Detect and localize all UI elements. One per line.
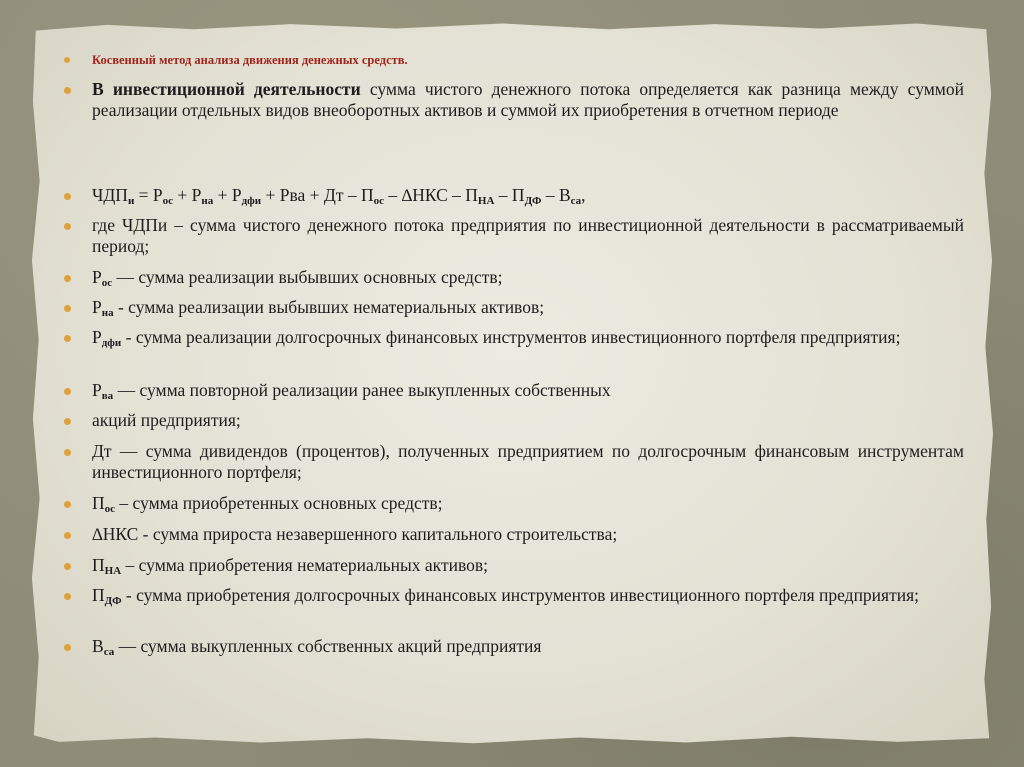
formula-subscript: ос (162, 195, 174, 207)
def-subscript: ва (101, 390, 114, 402)
definition-dt: Дт — сумма дивидендов (процентов), полученных предприятием по долгосрочным финансовым инструментам инвестиционного портфеля; (92, 441, 964, 482)
def-text: — сумма выкупленных собственных акций предприятия (114, 636, 542, 656)
def-symbol: П (92, 555, 105, 575)
def-symbol: Р (92, 380, 102, 400)
def-symbol: Р (92, 297, 102, 317)
def-text: - сумма приобретения долгосрочных финансовых инструментов инвестиционного портфеля предприятия; (121, 585, 920, 605)
definition-pdf (92, 585, 964, 612)
formula-line (92, 185, 964, 212)
definition-chdpi: где ЧДПи – сумма чистого денежного потока предприятия по инвестиционной деятельности в рассматриваемый период; (92, 215, 964, 256)
definition-rdfi (92, 327, 964, 354)
formula-subscript: НА (477, 195, 495, 207)
def-subscript: ДФ (104, 595, 122, 607)
formula-subscript: са (570, 195, 582, 207)
definition-nks: ∆НКС - сумма прироста незавершенного капитального строительства; (92, 524, 964, 545)
definition-pna (92, 555, 964, 582)
def-subscript: ос (101, 277, 113, 289)
formula-subscript: ДФ (524, 195, 542, 207)
def-symbol: Р (92, 327, 102, 347)
definition-rva (92, 380, 964, 407)
definition-rna (92, 297, 964, 324)
definition-pos (92, 493, 964, 520)
intro-bold: В инвестиционной деятельности (92, 79, 361, 99)
formula-subscript: на (201, 195, 214, 207)
def-text: — сумма повторной реализации ранее выкупленных собственных (113, 380, 611, 400)
def-text: - сумма реализации выбывших нематериальных активов; (113, 297, 545, 317)
slide-heading: Косвенный метод анализа движения денежных средств. (92, 52, 964, 68)
formula-subscript: ос (373, 195, 385, 207)
formula-subscript: дфи (241, 195, 262, 207)
def-symbol: П (92, 493, 105, 513)
formula-term: + Р (213, 185, 242, 205)
def-text: — сумма реализации выбывших основных средств; (112, 267, 503, 287)
formula-term: – В (541, 185, 571, 205)
formula-term: , (581, 185, 586, 205)
formula-term: ЧДП (92, 185, 128, 205)
definition-shares: акций предприятия; (92, 410, 964, 431)
def-text: – сумма приобретенных основных средств; (115, 493, 443, 513)
formula-subscript: и (127, 195, 135, 207)
def-subscript: дфи (101, 337, 122, 349)
formula-term: + Рва + Дт – П (261, 185, 374, 205)
formula-term: – П (494, 185, 525, 205)
def-symbol: П (92, 585, 105, 605)
formula-term: = Р (134, 185, 163, 205)
definition-vsa (92, 636, 964, 663)
def-symbol: Р (92, 267, 102, 287)
definition-ros (92, 267, 964, 294)
def-symbol: В (92, 636, 104, 656)
def-subscript: са (103, 646, 115, 658)
formula-term: + Р (173, 185, 202, 205)
def-subscript: НА (104, 565, 122, 577)
def-subscript: на (101, 307, 114, 319)
formula-term: – ∆НКС – П (384, 185, 478, 205)
intro-text: сумма чистого денежного потока определяется как разница между суммой реализации отдельных видов внеоборотных активов и суммой их приобретения в отчетном периоде (92, 79, 964, 120)
intro-paragraph (92, 79, 964, 121)
def-text: - сумма реализации долгосрочных финансовых инструментов инвестиционного портфеля предприятия; (121, 327, 901, 347)
def-subscript: ос (104, 503, 116, 515)
def-text: – сумма приобретения нематериальных активов; (121, 555, 488, 575)
